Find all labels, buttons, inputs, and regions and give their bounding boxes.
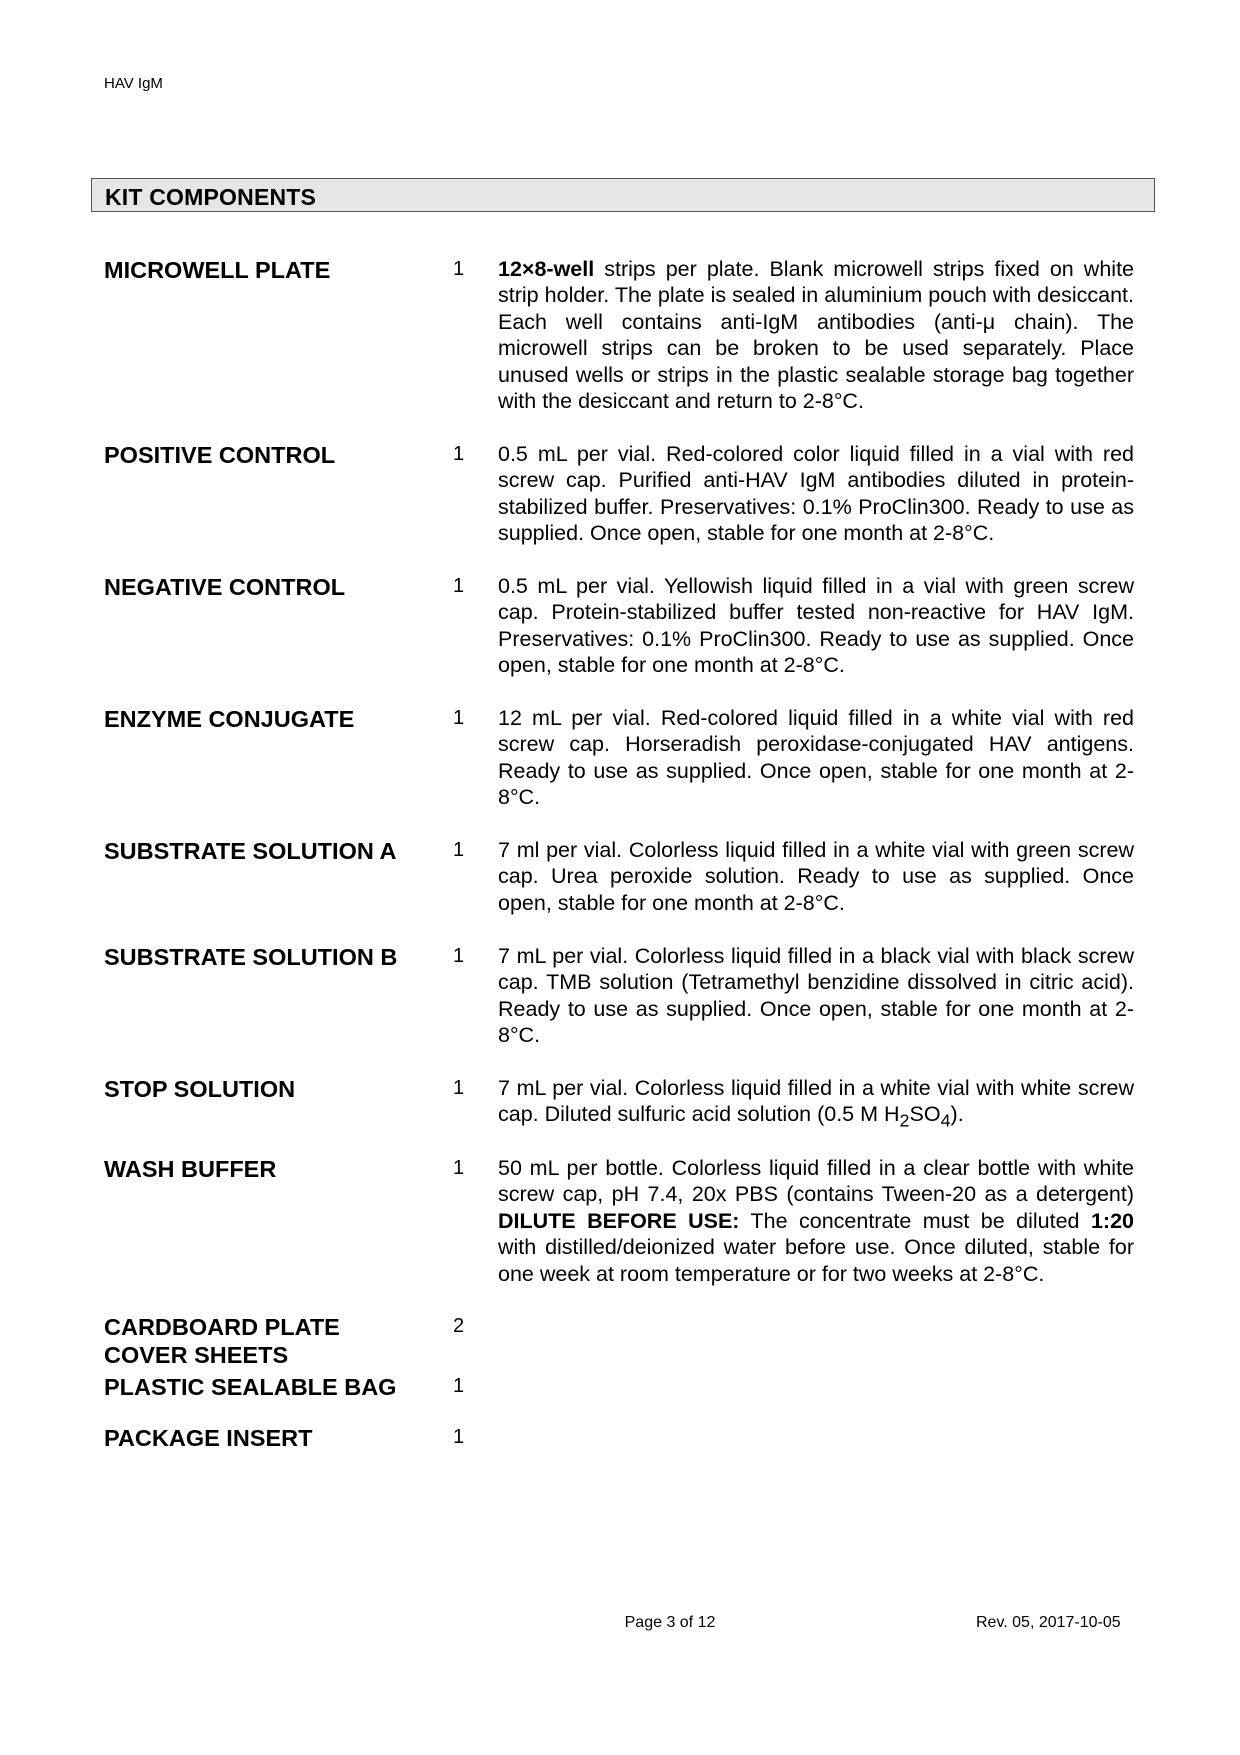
component-description: 0.5 mL per vial. Red-colored color liquid filled in a vial with red screw cap. Purified anti-HAV IgM antibodies diluted in protein-stabilized buffer. Preservatives: 0.1% ProClin300. Ready to use as supplied. Once open, stable for one month at 2-8°C. <box>498 442 1134 546</box>
component-qty: 1 <box>453 1426 465 1448</box>
component-qty: 1 <box>453 1375 465 1397</box>
component-qty: 2 <box>453 1315 465 1337</box>
component-qty: 1 <box>453 443 465 465</box>
component-name: SUBSTRATE SOLUTION B <box>104 944 398 970</box>
component-description: 12 mL per vial. Red-colored liquid filled in a white vial with red screw cap. Horseradish peroxidase-conjugated HAV antigens. Ready to use as supplied. Once open, stable for one month at 2-8°C. <box>498 706 1134 810</box>
footer-page-number: Page 3 of 12 <box>624 1614 716 1631</box>
footer-revision: Rev. 05, 2017-10-05 <box>976 1614 1121 1631</box>
component-description: 7 mL per vial. Colorless liquid filled in a black vial with black screw cap. TMB solution (Tetramethyl benzidine dissolved in citric acid). Ready to use as supplied. Once open, stable for one month at 2-8°C. <box>498 944 1134 1048</box>
desc-bold: DILUTE BEFORE USE: <box>498 1208 740 1233</box>
desc-text: with distilled/deionized water before use. Once diluted, stable for one week at room temperature or for two weeks at 2-8°C. <box>498 1235 1134 1286</box>
section-header-box <box>91 178 1155 212</box>
desc-text: strips per plate. Blank microwell strips fixed on white strip holder. The plate is sealed in aluminium pouch with desiccant. Each well contains anti-IgM antibodies (anti-μ chain). The microwell strips can be broken to be used separately. Place unused wells or strips in the plastic sealable storage bag together with the desiccant and return to 2-8°C. <box>498 257 1134 414</box>
subscript: 4 <box>940 1110 951 1131</box>
section-title: KIT COMPONENTS <box>105 184 317 210</box>
component-qty: 1 <box>453 575 465 597</box>
component-description: 7 ml per vial. Colorless liquid filled in a white vial with green screw cap. Urea peroxide solution. Ready to use as supplied. Once open, stable for one month at 2-8°C. <box>498 838 1134 915</box>
document-header-title: HAV IgM <box>104 75 163 92</box>
component-name: PLASTIC SEALABLE BAG <box>104 1374 397 1400</box>
desc-text: SO <box>909 1102 941 1127</box>
component-qty: 1 <box>453 707 465 729</box>
component-qty: 1 <box>453 258 465 280</box>
desc-text: The concentrate must be diluted <box>739 1208 1091 1233</box>
component-name: NEGATIVE CONTROL <box>104 574 346 600</box>
component-qty: 1 <box>453 1077 465 1099</box>
component-name: CARDBOARD PLATE COVER SHEETS <box>104 1314 340 1368</box>
component-description: 0.5 mL per vial. Yellowish liquid filled in a vial with green screw cap. Protein-stabilized buffer tested non-reactive for HAV IgM. Preservatives: 0.1% ProClin300. Ready to use as supplied. Once open, stable for one month at 2-8°C. <box>498 574 1134 678</box>
component-description <box>498 1075 1134 1134</box>
desc-text: ). <box>950 1102 964 1127</box>
component-description <box>498 256 1134 414</box>
component-description <box>498 1155 1134 1287</box>
component-name: STOP SOLUTION <box>104 1076 296 1102</box>
component-name: PACKAGE INSERT <box>104 1425 313 1451</box>
desc-bold: 1:20 <box>1090 1208 1134 1233</box>
component-qty: 1 <box>453 839 465 861</box>
desc-text: 7 mL per vial. Colorless liquid filled in a white vial with white screw cap. Diluted sulfuric acid solution (0.5 M H <box>498 1076 1134 1127</box>
component-name: MICROWELL PLATE <box>104 257 331 283</box>
component-qty: 1 <box>453 945 465 967</box>
component-name: ENZYME CONJUGATE <box>104 706 355 732</box>
component-name: POSITIVE CONTROL <box>104 442 336 468</box>
component-name: SUBSTRATE SOLUTION A <box>104 838 397 864</box>
component-qty: 1 <box>453 1157 465 1179</box>
desc-text: 50 mL per bottle. Colorless liquid filled in a clear bottle with white screw cap, pH 7.4, 20x PBS (contains Tween-20 as a detergent) <box>498 1156 1134 1207</box>
component-name: WASH BUFFER <box>104 1156 277 1182</box>
desc-bold: 12×8-well <box>498 257 595 281</box>
subscript: 2 <box>899 1110 910 1131</box>
